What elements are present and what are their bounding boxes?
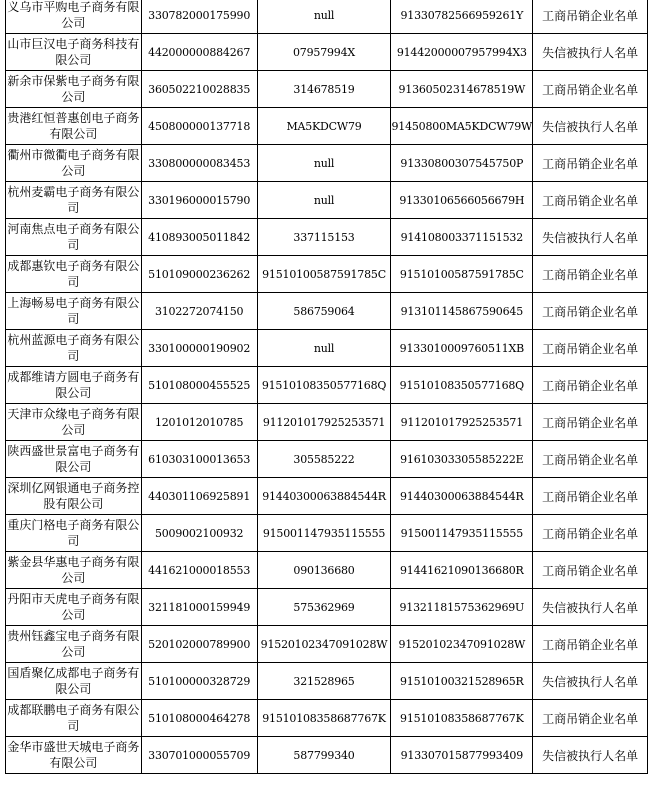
credit-code-cell: 91330106566056679H [391, 182, 533, 219]
table-row [6, 552, 648, 589]
list-type-cell: 工商吊销企业名单 [533, 552, 648, 589]
organization-code-cell: 07957994X [257, 34, 391, 71]
list-type-cell: 工商吊销企业名单 [533, 330, 648, 367]
registration-number-cell: 360502210028835 [141, 71, 257, 108]
credit-code-cell: 91442000007957994X3 [391, 34, 533, 71]
credit-code-cell: 91510100587591785C [391, 256, 533, 293]
credit-code-cell: 91510108350577168Q [391, 367, 533, 404]
company-name-cell: 国盾聚亿成都电子商务有限公司 [6, 663, 142, 700]
table-row [6, 293, 648, 330]
credit-code-cell: 914108003371151532 [391, 219, 533, 256]
organization-code-cell: null [257, 145, 391, 182]
organization-code-cell: 586759064 [257, 293, 391, 330]
company-name-cell: 成都惠钦电子商务有限公司 [6, 256, 142, 293]
list-type-cell: 工商吊销企业名单 [533, 182, 648, 219]
table-row [6, 145, 648, 182]
credit-code-cell: 913301000976051​1XB [391, 330, 533, 367]
registration-number-cell: 330100000190902 [141, 330, 257, 367]
table-row [6, 626, 648, 663]
registration-number-cell: 510108000464278 [141, 700, 257, 737]
table-row [6, 71, 648, 108]
credit-code-cell: 913101145867590645 [391, 293, 533, 330]
table-row [6, 700, 648, 737]
table-row [6, 330, 648, 367]
organization-code-cell: 911201017925253571 [257, 404, 391, 441]
credit-code-cell: 91510108358687767K [391, 700, 533, 737]
registration-number-cell: 1201012010785 [141, 404, 257, 441]
organization-code-cell: 915001147935115555 [257, 515, 391, 552]
registration-number-cell: 510100000328729 [141, 663, 257, 700]
credit-code-cell: 91510100321528965R [391, 663, 533, 700]
organization-code-cell: 91510108358687767K [257, 700, 391, 737]
organization-code-cell: 575362969 [257, 589, 391, 626]
list-type-cell: 工商吊销企业名单 [533, 293, 648, 330]
credit-code-cell: 91321181575362969U [391, 589, 533, 626]
list-type-cell: 失信被执行人名单 [533, 34, 648, 71]
organization-code-cell: 91510108350577168Q [257, 367, 391, 404]
organization-code-cell: null [257, 182, 391, 219]
registration-number-cell: 510109000236262 [141, 256, 257, 293]
company-name-cell: 陕西盛世景富电子商务有限公司 [6, 441, 142, 478]
company-name-cell: 重庆门格电子商务有限公司 [6, 515, 142, 552]
list-type-cell: 失信被执行人名单 [533, 108, 648, 145]
table-row [6, 478, 648, 515]
table-row [6, 663, 648, 700]
credit-code-cell: 91610303305585222E [391, 441, 533, 478]
company-name-cell: 贵州钰鑫宝电子商务有限公司 [6, 626, 142, 663]
organization-code-cell: 090136680 [257, 552, 391, 589]
credit-code-cell: 91330782566959261Y [391, 0, 533, 34]
registration-number-cell: 610303100013653 [141, 441, 257, 478]
list-type-cell: 工商吊销企业名单 [533, 478, 648, 515]
company-name-cell: 天津市众缘电子商务有限公司 [6, 404, 142, 441]
table-row [6, 367, 648, 404]
organization-code-cell: 91440300063884544R [257, 478, 391, 515]
table-row [6, 256, 648, 293]
table-row [6, 219, 648, 256]
company-name-cell: 成都联鹏电子商务有限公司 [6, 700, 142, 737]
company-name-cell: 衢州市微衢电子商务有限公司 [6, 145, 142, 182]
company-name-cell: 贵港红恒普惠创电子商务有限公司 [6, 108, 142, 145]
registration-number-cell: 442000000884267 [141, 34, 257, 71]
organization-code-cell: 305585222 [257, 441, 391, 478]
organization-code-cell: 91510100587591785C [257, 256, 391, 293]
organization-code-cell: 314678519 [257, 71, 391, 108]
list-type-cell: 工商吊销企业名单 [533, 145, 648, 182]
table-row [6, 737, 648, 774]
list-type-cell: 工商吊销企业名单 [533, 367, 648, 404]
organization-code-cell: MA5KDCW79 [257, 108, 391, 145]
table-body [6, 0, 648, 774]
registration-number-cell: 520102000789900 [141, 626, 257, 663]
list-type-cell: 失信被执行人名单 [533, 737, 648, 774]
company-name-cell: 新余市保紫电子商务有限公司 [6, 71, 142, 108]
company-name-cell: 义乌市平购电子商务有限公司 [6, 0, 142, 34]
credit-code-cell: 911201017925253571 [391, 404, 533, 441]
company-name-cell: 深圳亿网银通电子商务控股有限公司 [6, 478, 142, 515]
organization-code-cell: 337115153 [257, 219, 391, 256]
company-name-cell: 山市巨汉电子商务科技有限公司 [6, 34, 142, 71]
table-row [6, 515, 648, 552]
credit-code-cell: 91450800MA5KDCW79W [391, 108, 533, 145]
table-row [6, 182, 648, 219]
company-table [5, 0, 648, 774]
credit-code-cell: 913307015877993409 [391, 737, 533, 774]
organization-code-cell: 91520102347091028W [257, 626, 391, 663]
registration-number-cell: 5009002100932 [141, 515, 257, 552]
organization-code-cell: null [257, 0, 391, 34]
company-name-cell: 杭州蓝源电子商务有限公司 [6, 330, 142, 367]
credit-code-cell: 91330800307545750P [391, 145, 533, 182]
company-name-cell: 河南焦点电子商务有限公司 [6, 219, 142, 256]
list-type-cell: 失信被执行人名单 [533, 219, 648, 256]
company-name-cell: 紫金县华惠电子商务有限公司 [6, 552, 142, 589]
table-row [6, 0, 648, 34]
credit-code-cell: 915001147935115555 [391, 515, 533, 552]
credit-code-cell: 91360502314678519W [391, 71, 533, 108]
list-type-cell: 工商吊销企业名单 [533, 0, 648, 34]
company-name-cell: 上海畅易电子商务有限公司 [6, 293, 142, 330]
list-type-cell: 失信被执行人名单 [533, 663, 648, 700]
registration-number-cell: 330782000175990 [141, 0, 257, 34]
table-row [6, 34, 648, 71]
table-row [6, 108, 648, 145]
credit-code-cell: 91440300063884544R [391, 478, 533, 515]
registration-number-cell: 321181000159949 [141, 589, 257, 626]
registration-number-cell: 330800000083453 [141, 145, 257, 182]
list-type-cell: 工商吊销企业名单 [533, 515, 648, 552]
registration-number-cell: 450800000137718 [141, 108, 257, 145]
company-name-cell: 金华市盛世天城电子商务有限公司 [6, 737, 142, 774]
organization-code-cell: null [257, 330, 391, 367]
table-row [6, 404, 648, 441]
registration-number-cell: 330701000055709 [141, 737, 257, 774]
company-name-cell: 成都维请方圆电子商务有限公司 [6, 367, 142, 404]
list-type-cell: 失信被执行人名单 [533, 589, 648, 626]
registration-number-cell: 410893005011842 [141, 219, 257, 256]
table-row [6, 441, 648, 478]
organization-code-cell: 321528965 [257, 663, 391, 700]
credit-code-cell: 91520102347091028W [391, 626, 533, 663]
company-name-cell: 杭州麦霸电子商务有限公司 [6, 182, 142, 219]
company-name-cell: 丹阳市天虎电子商务有限公司 [6, 589, 142, 626]
list-type-cell: 工商吊销企业名单 [533, 441, 648, 478]
credit-code-cell: 91441621090136680R [391, 552, 533, 589]
registration-number-cell: 441621000018553 [141, 552, 257, 589]
list-type-cell: 工商吊销企业名单 [533, 256, 648, 293]
list-type-cell: 工商吊销企业名单 [533, 71, 648, 108]
registration-number-cell: 3102272074150 [141, 293, 257, 330]
list-type-cell: 工商吊销企业名单 [533, 700, 648, 737]
registration-number-cell: 440301106925891 [141, 478, 257, 515]
list-type-cell: 工商吊销企业名单 [533, 626, 648, 663]
table-row [6, 589, 648, 626]
list-type-cell: 工商吊销企业名单 [533, 404, 648, 441]
organization-code-cell: 587799340 [257, 737, 391, 774]
registration-number-cell: 510108000455525 [141, 367, 257, 404]
registration-number-cell: 330196000015790 [141, 182, 257, 219]
